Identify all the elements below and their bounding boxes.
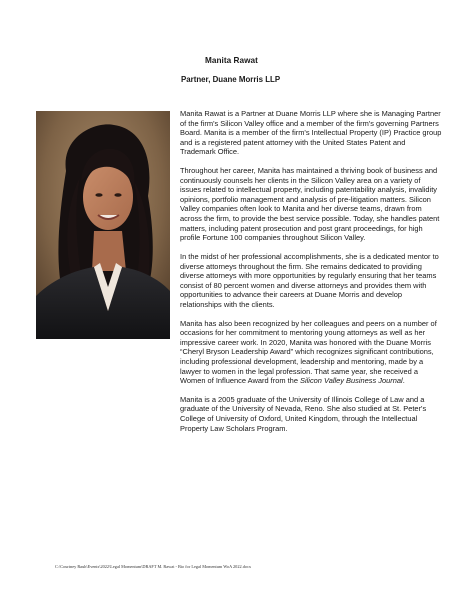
- biography-text: [180, 109, 442, 442]
- bio-text-run: .: [402, 376, 405, 386]
- person-role: Partner, Duane Morris LLP: [181, 75, 281, 84]
- bio-paragraph: Manita is a 2005 graduate of the University of Illinois College of Law and a graduate of the University of Nevada, Reno. She also studied at St. Peter's College of University of Oxford, United Kingdom, through the Intellectual Property Law Scholars Program.: [180, 394, 427, 433]
- bio-text-run: Manita has also been recognized by her colleagues and peers on a number of occasions for her commitment to mentoring young attorneys as well as her impressive career work. In 2020, Manita was honored with the Duane Morris “Cheryl Bryson Leadership Award” which recognizes significant contributions, including professional development, leadership and mentoring, made by a lawyer to women in the legal profession. That same year, she received a Women of Influence Award from the: [180, 318, 437, 386]
- woman-portrait-photo-icon: [36, 111, 170, 339]
- bio-paragraph: [180, 319, 442, 386]
- person-name: Manita Rawat: [205, 56, 258, 65]
- bio-paragraph: In the midst of her professional accomplishments, she is a dedicated mentor to diverse attorneys throughout the firm. She remains dedicated to providing diverse attorneys with more opportunities by regularly ensuring that her teams consist of 80 percent women and diverse attorneys and provides them with opportunities to advance their careers at Duane Morris and develop relationships with the clients.: [180, 251, 439, 309]
- bio-paragraph: Throughout her career, Manita has maintained a thriving book of business and continuously counsels her clients in the Silicon Valley area on a variety of issues related to intellectual property, including patentability analysis, invalidity opinions, portfolio management and analysis of pre-litigation matters. Silicon Valley companies often look to Manita and her diverse teams, drawn from across the firm, to provide the best service possible. Today, she handles patent matters, including patent prosecution and post grant proceedings, for high profile Fortune 100 companies throughout Silicon Valley.: [180, 166, 440, 243]
- publication-name: Silicon Valley Business Journal: [300, 376, 403, 386]
- file-path-footer: C:\Courtney Rauh\Events\2022\Legal Momentum\DRAFT M. Rawat - Bio for Legal Momentum WoA 2022.docx: [55, 564, 252, 569]
- bio-paragraph: Manita Rawat is a Partner at Duane Morris LLP where she is Managing Partner of the firm's Silicon Valley office and a member of the firm's governing Partners Board. Manita is a member of the firm's Intellectual Property (IP) Practice group and is a registered patent attorney with the United States Patent and Trademark Office.: [180, 109, 442, 157]
